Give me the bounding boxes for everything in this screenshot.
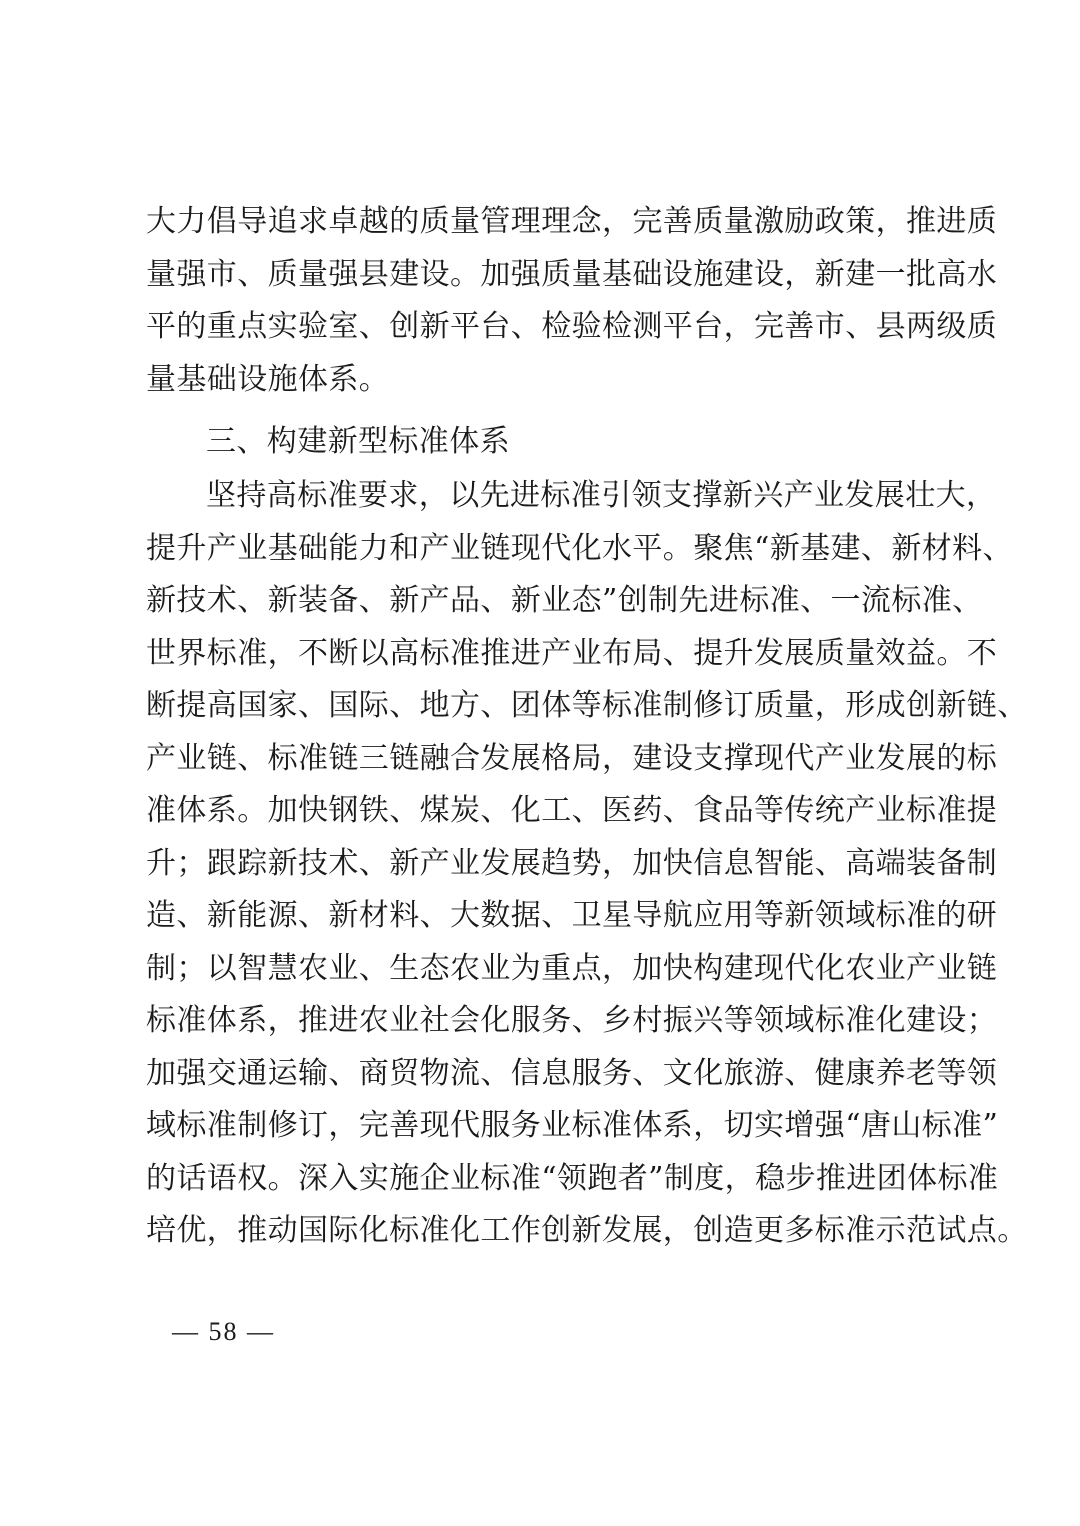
paragraph-line: 量基础设施体系。 bbox=[146, 361, 390, 397]
paragraph-line: 新技术、新装备、新产品、新业态”创制先进标准、一流标准、 bbox=[146, 583, 983, 618]
paragraph-line: 坚持高标准要求，以先进标准引领支撑新兴产业发展壮大， bbox=[206, 478, 997, 513]
paragraph-line: 域标准制修订，完善现代服务业标准体系，切实增强“唐山标准” bbox=[146, 1108, 999, 1143]
page-number: — 58 — bbox=[172, 1317, 275, 1346]
paragraph-line: 大力倡导追求卓越的质量管理理念，完善质量激励政策，推进质 bbox=[146, 204, 998, 239]
continuation-paragraph bbox=[146, 196, 998, 406]
section-heading: 三、构建新型标准体系 bbox=[206, 424, 510, 459]
paragraph-line: 造、新能源、新材料、大数据、卫星导航应用等新领域标准的研 bbox=[146, 898, 998, 933]
section-paragraph bbox=[146, 470, 1028, 1258]
paragraph-line: 制；以智慧农业、生态农业为重点，加快构建现代化农业产业链 bbox=[146, 950, 998, 986]
paragraph-line: 标准体系，推进农业社会化服务、乡村振兴等领域标准化建设； bbox=[146, 1003, 998, 1038]
paragraph-line: 提升产业基础能力和产业链现代化水平。聚焦“新基建、新材料、 bbox=[146, 530, 1013, 566]
paragraph-line: 准体系。加快钢铁、煤炭、化工、医药、食品等传统产业标准提 bbox=[146, 793, 998, 828]
paragraph-line: 升；跟踪新技术、新产业发展趋势，加快信息智能、高端装备制 bbox=[146, 845, 998, 881]
paragraph-line: 断提高国家、国际、地方、团体等标准制修订质量，形成创新链、 bbox=[146, 688, 1028, 723]
paragraph-line: 量强市、质量强县建设。加强质量基础设施建设，新建一批高水 bbox=[146, 256, 998, 292]
paragraph-line: 的话语权。深入实施企业标准“领跑者”制度，稳步推进团体标准 bbox=[146, 1160, 999, 1196]
paragraph-line: 平的重点实验室、创新平台、检验检测平台，完善市、县两级质 bbox=[146, 309, 998, 344]
paragraph-line: 加强交通运输、商贸物流、信息服务、文化旅游、健康养老等领 bbox=[146, 1055, 998, 1091]
paragraph-line: 世界标准，不断以高标准推进产业布局、提升发展质量效益。不 bbox=[146, 635, 998, 671]
paragraph-line: 产业链、标准链三链融合发展格局，建设支撑现代产业发展的标 bbox=[146, 740, 998, 776]
paragraph-line: 培优，推动国际化标准化工作创新发展，创造更多标准示范试点。 bbox=[146, 1213, 1028, 1248]
